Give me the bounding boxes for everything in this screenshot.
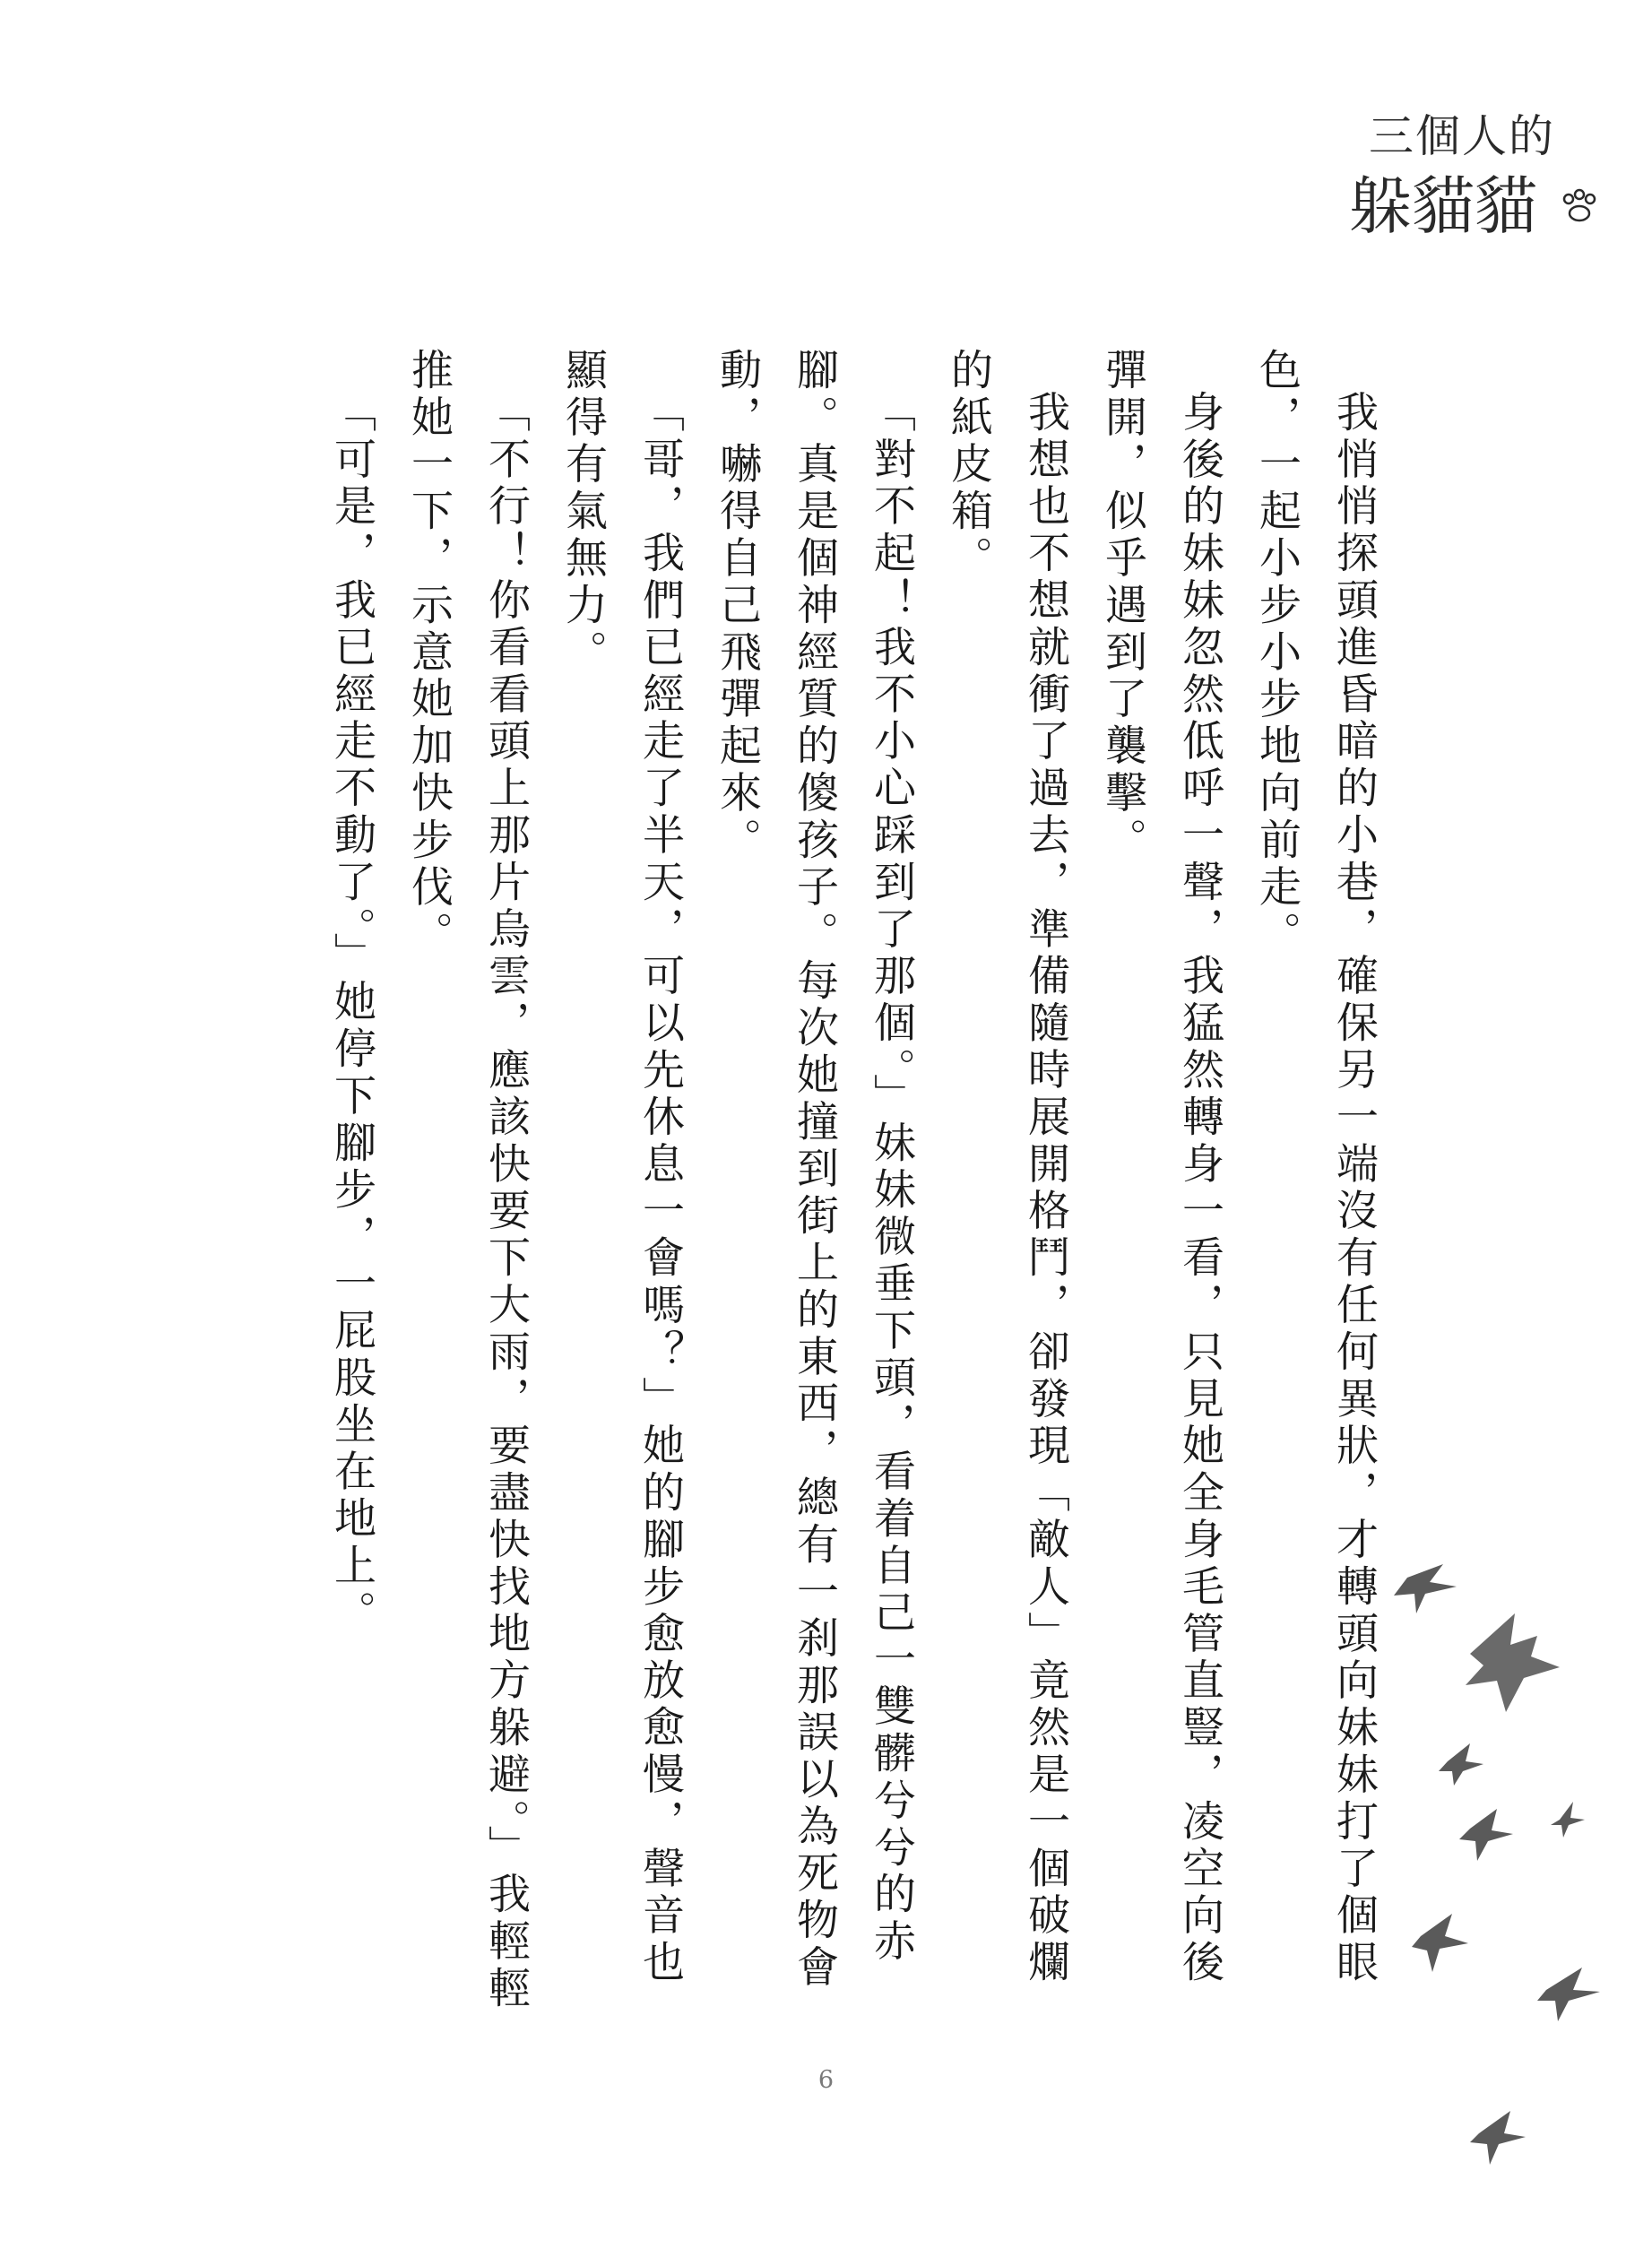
bird-icon — [1412, 1914, 1468, 1972]
bird-icon — [1551, 1802, 1585, 1838]
story-text — [313, 348, 1392, 2033]
page-number: 6 — [817, 2066, 835, 2094]
bird-icon — [1470, 2111, 1526, 2165]
paw-icon — [1561, 188, 1598, 224]
paragraph: 我悄悄探頭進昏暗的小巷，確保另一端沒有任何異狀，才轉頭向妹妹打了個眼色，一起小步小步地向前走。 — [1252, 348, 1379, 1987]
bird-icon — [1466, 1613, 1560, 1712]
paragraph: 我想也不想就衝了過去，準備隨時展開格鬥，卻發現「敵人」竟然是一個破爛的紙皮箱。 — [944, 348, 1070, 1987]
book-title-line2: 躲貓貓 — [1349, 169, 1537, 243]
paragraph: 「哥，我們已經走了半天，可以先休息一會嗎？」她的腳步愈放愈慢，聲音也顯得有氣無力。 — [558, 348, 685, 1987]
paragraph: 「對不起！我不小心踩到了那個。」妹妹微垂下頭，看着自己一雙髒兮兮的赤腳。真是個神經質的傻孩子。每次她撞到街上的東西，總有一刹那誤以為死物會動，嚇得自己飛彈起來。 — [713, 348, 916, 1992]
bird-icon — [1439, 1743, 1483, 1786]
book-title-line1: 三個人的 — [1369, 110, 1555, 162]
paragraph: 「不行！你看看頭上那片烏雲，應該快要下大雨，要盡快找地方躲避。」我輕輕推她一下，示意她加快步伐。 — [404, 348, 531, 2013]
book-title-logo — [1349, 100, 1618, 243]
bird-icon — [1537, 1968, 1600, 2021]
bird-icon — [1394, 1564, 1457, 1613]
paragraph: 「可是，我已經走不動了。」她停下腳步，一屁股坐在地上。 — [327, 390, 376, 1638]
paragraph: 身後的妹妹忽然低呼一聲，我猛然轉身一看，只見她全身毛管直豎，凌空向後彈開，似乎遇到了襲擊。 — [1098, 348, 1224, 1987]
bird-icon — [1459, 1809, 1513, 1861]
